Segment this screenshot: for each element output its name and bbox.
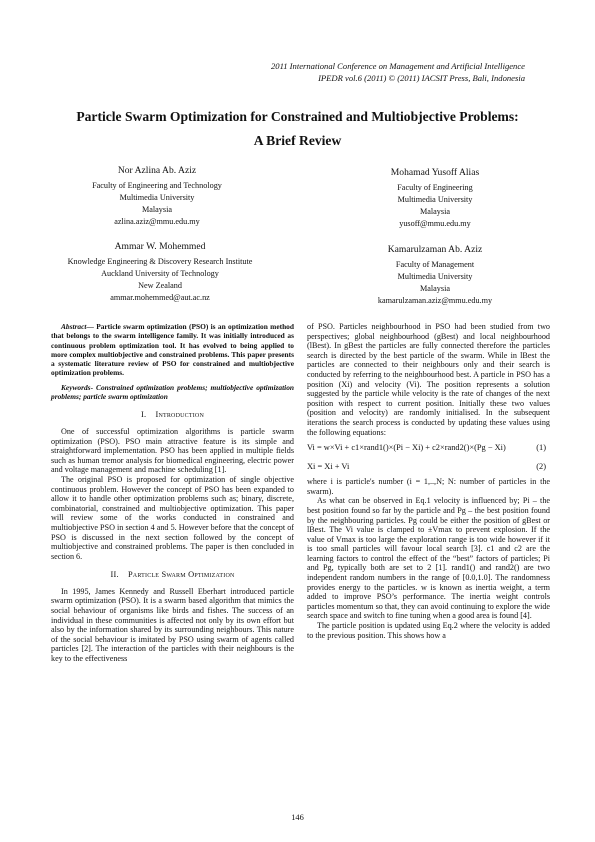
- section-heading-introduction: [51, 410, 294, 420]
- author-university: Multimedia University: [397, 272, 473, 281]
- pso-paragraph-3: where i is particle's number (i = 1,..,N; N: number of particles in the swarm).: [307, 477, 550, 496]
- header-line-2: IPEDR vol.6 (2011) © (2011) IACSIT Press, Bali, Indonesia: [318, 73, 525, 83]
- author-university: Auckland University of Technology: [101, 269, 219, 278]
- author-affiliation: Faculty of Engineering and Technology: [92, 181, 222, 190]
- abstract: [51, 322, 294, 378]
- pso-paragraph-2: of PSO. Particles neighbourhood in PSO had been studied from two perspectives; global neighbourhood (gBest) and local neighbourhood (lBest). In gBest the particles are fully connected therefore the particles search is directed by the best particle of the swarm. While in lBest the particles are connected to their neighbours only and their search is conducted by referring to the neighbourhood best. A particle in PSO has a position (Xi) and velocity (Vi). The position represents a solution suggested by the particle while velocity is the rate of changes of the next position with respect to current position. Initially these two values (position and velocity) are randomly initialised. In the subsequent iterations the search process is conducted by updating these values using the following equations:: [307, 322, 550, 437]
- title-line-1: Particle Swarm Optimization for Constrained and Multiobjective Problems:: [76, 109, 519, 124]
- equation-1-formula: Vi = w×Vi + c1×rand1()×(Pi − Xi) + c2×rand2()×(Pg − Xi): [307, 443, 506, 453]
- author-email: yusoff@mmu.edu.my: [399, 219, 471, 228]
- pso-paragraph-1: In 1995, James Kennedy and Russell Eberhart introduced particle swarm optimization (PSO). It is a swarm based algorithm that mimics the social behaviour of organisms like birds and fishes. The success of an individual in these communities is affected not only by its own effort but also by the information shared by its surrounding neighbours. This nature of the social behaviour is imitated by PSO using swarm of agents called particles [2]. The interaction of the particles with their neighbours is the key to the effectiveness: [51, 586, 294, 664]
- author-affiliation: Faculty of Engineering: [397, 183, 473, 192]
- author-email: ammar.mohemmed@aut.ac.nz: [110, 293, 210, 302]
- author-name: Nor Azlina Ab. Aziz: [117, 165, 197, 176]
- left-column: [51, 322, 294, 664]
- author-country: Malaysia: [141, 205, 172, 214]
- author-name: Kamarulzaman Ab. Aziz: [387, 244, 483, 255]
- pso-paragraph-4: As what can be observed in Eq.1 velocity is influenced by; Pi – the best position found so far by the particle and Pg – the best position found by the neighbouring particles. Pg could be either the position of gBest or lBest. The Vi value is clamped to ±Vmax to prevent explosion. If the value of Vmax is too large the exploration range is too wide however if it is too small particles will favour local search [3]. c1 and c2 are the learning factors to control the effect of the “best” factors of particles; Pi and Pg, typically both are set to 2 [1]. rand1() and rand2() are two independent random numbers in the range of [0.0,1.0]. The randomness provides energy to the particles. w is known as inertia weight, a term added to improve PSO’s performance. The inertia weight controls particles momentum so that, they can avoid continuing to explore the wide search space and switch to fine tuning when a good area is found [4].: [307, 496, 550, 621]
- author-email: kamarulzaman.aziz@mmu.edu.my: [377, 296, 493, 305]
- title-line-2: A Brief Review: [253, 133, 342, 148]
- page-number: 146: [291, 813, 304, 822]
- author-name: Ammar W. Mohemmed: [114, 241, 206, 252]
- author-email: azlina.aziz@mmu.edu.my: [114, 217, 200, 226]
- author-affiliation: Faculty of Management: [395, 260, 475, 269]
- author-university: Multimedia University: [119, 193, 195, 202]
- abstract-label: Abstract—: [61, 322, 94, 331]
- author-country: Malaysia: [419, 207, 450, 216]
- abstract-text: Particle swarm optimization (PSO) is an optimization method that belongs to the swarm intelligence family. It was initially introduced as continuous problem optimization tool. It has evolved to being applied to more complex multiobjective and constrained problems. This paper presents a systematic literature review of PSO for constrained and multiobjective optimization problems.: [51, 322, 294, 378]
- right-column: [307, 322, 550, 640]
- section-title: Particle Swarm Optimization: [127, 570, 235, 580]
- author-block-4: [335, 243, 535, 307]
- author-affiliation: Knowledge Engineering & Discovery Research Institute: [67, 257, 253, 266]
- author-country: New Zealand: [138, 281, 182, 290]
- author-name: Mohamad Yusoff Alias: [390, 167, 480, 178]
- intro-paragraph-2: The original PSO is proposed for optimization of single objective continuous problem. However the concept of PSO has been expanded to allow it to handle other optimization problems such as; binary, discrete, combinatorial, constrained and multiobjective optimization. This paper will review some of the works conducted in constrained and multiobjective PSO in section 4 and 5. However before that the concept of PSO is discussed in the next section followed by the concept of multiobjective and constrained problems. The paper is then concluded in section 6.: [51, 474, 294, 561]
- section-number: II.: [110, 570, 119, 580]
- equation-1: [307, 439, 550, 456]
- author-block-3: [45, 240, 275, 304]
- section-heading-pso: [51, 570, 294, 580]
- author-block-2: [335, 166, 535, 230]
- section-number: I.: [140, 410, 147, 420]
- intro-paragraph-1: One of successful optimization algorithms is particle swarm optimization (PSO). PSO main attractive feature is its simple and straightforward implementation. PSO has been applied in multiple fields such as human tremor analysis for biomedical engineering, electric power and voltage management and machine scheduling [1].: [51, 426, 294, 475]
- paper-title: [50, 105, 545, 153]
- author-block-1: [52, 164, 262, 228]
- header-line-1: 2011 International Conference on Management and Artificial Intelligence: [270, 61, 525, 71]
- equation-2-number: (2): [536, 462, 546, 472]
- equation-2-formula: Xi = Xi + Vi: [307, 462, 350, 472]
- author-university: Multimedia University: [397, 195, 473, 204]
- equation-1-number: (1): [536, 443, 546, 453]
- section-title: Introduction: [155, 410, 204, 420]
- equation-2: [307, 458, 550, 475]
- keywords: Keywords- Constrained optimization problems; multiobjective optimization problems; particle swarm optimization: [51, 382, 294, 402]
- author-country: Malaysia: [419, 284, 450, 293]
- conference-header: [271, 60, 525, 84]
- pso-paragraph-5: The particle position is updated using Eq.2 where the velocity is added to the previous position. This shows how a: [307, 621, 550, 640]
